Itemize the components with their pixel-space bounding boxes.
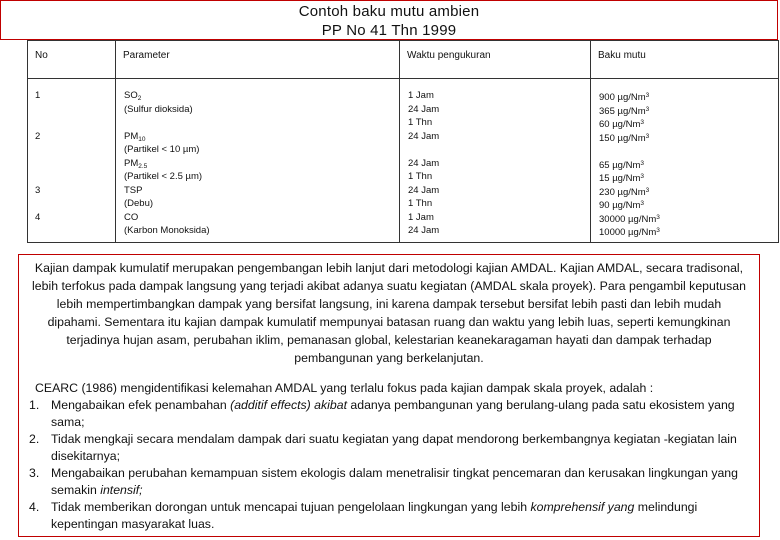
baku-cell: 65 µg/Nm$^3$ [599, 159, 645, 171]
baku-cell: 10000 µg/Nm$^3$ [599, 227, 660, 238]
baku-cell: 900 µg/Nm$^3$ [599, 92, 650, 103]
waktu-cell: 24 Jam [408, 103, 440, 115]
baku-cell: 15 µg/Nm$^3$ [599, 173, 645, 184]
waktu-cell: 24 Jam [408, 157, 440, 169]
waktu-cell: 1 Thn [408, 171, 433, 182]
page-title: Contoh baku mutu ambien [298, 3, 480, 20]
baku-cell: 150 µg/Nm$^3$ [599, 132, 650, 144]
param-so2: $SO_2$ [124, 90, 142, 102]
waktu-cell: 1 Jam [408, 90, 434, 101]
col-header-parameter: Parameter [116, 41, 400, 79]
param-co-name: (Karbon Monoksida) [124, 225, 210, 236]
col-header-waktu: Waktu pengukuran [400, 41, 591, 79]
col-header-baku: Baku mutu [591, 41, 779, 79]
baku-cell: 30000 µg/Nm$^3$ [599, 213, 660, 225]
paragraph-kumulatif: Kajian dampak kumulatif merupakan pengembangan lebih lanjut dari metodologi kajian AMDAL. Kajian AMDAL, secara tradisonal, lebih terfokus pada dampak langsung yang terjadi akibat adanya suatu kegiatan (AMDAL skala proyek). Para pengambil keputusan lebih mempertimbangkan dampak yang bersifat langsung, ini karena dampak tersebut bersifat lebih pasti dan lebih mudah dipahami. Sementara itu kajian dampak kumulatif mempunyai batasan ruang dan waktu yang lebih luas, seperti kemungkinan terjadinya hujan asam, perubahan iklim, pemanasan global, kelestarian keanekaragaman hayati dan dampak terhadap pembangunan yang berkelanjutan. [32, 261, 746, 365]
param-pm10: $PM_{10}$ [124, 130, 146, 143]
param-pm25-name: (Partikel < 2.5 µm) [124, 171, 203, 182]
ambient-standard-table [27, 40, 779, 243]
no-cell: 4 [35, 211, 41, 223]
list-item: 2. Tidak mengkaji secara mendalam dampak dari suatu kegiatan yang dapat mendorong berkembangnya kegiatan -kegiatan lain disekitarnya; [29, 432, 737, 463]
param-pm25: $PM_{2.5}$ [124, 157, 148, 170]
col-baku [591, 79, 779, 243]
page-subtitle: PP No 41 Thn 1999 [321, 22, 457, 39]
list-item: 3. Mengabaikan perubahan kemampuan sistem ekologis dalam menetralisir tingkat pencemaran dan kerusakan lingkungan yang semakin intensif; [29, 466, 738, 497]
waktu-cell: 1 Thn [408, 117, 433, 128]
title-box [0, 0, 778, 40]
col-parameter [116, 79, 400, 243]
col-header-no: No [28, 41, 116, 79]
list-item: 4. Tidak memberikan dorongan untuk mencapai tujuan pengelolaan lingkungan yang lebih komprehensif yang melindungi kepentingan masyarakat luas. [29, 500, 698, 531]
no-cell: 3 [35, 184, 41, 196]
param-co: CO [124, 211, 139, 223]
baku-cell: 365 µg/Nm$^3$ [599, 105, 650, 117]
waktu-cell: 24 Jam [408, 225, 440, 236]
table-row [28, 79, 779, 243]
waktu-cell: 1 Thn [408, 198, 433, 209]
param-tsp: TSP [124, 184, 143, 196]
weakness-list [19, 397, 759, 533]
param-tsp-name: (Debu) [124, 198, 154, 209]
waktu-cell: 24 Jam [408, 130, 440, 142]
list-item: 1. Mengabaikan efek penambahan (additif effects) akibat adanya pembangunan yang berulang-ulang pada satu ekosistem yang sama; [29, 398, 735, 429]
col-no [28, 79, 116, 243]
paragraph-cearc: CEARC (1986) mengidentifikasi kelemahan AMDAL yang terlalu fokus pada kajian dampak skala proyek, adalah : [35, 381, 654, 395]
no-cell: 1 [35, 90, 41, 101]
table-header-row [28, 41, 779, 79]
param-so2-name: (Sulfur dioksida) [124, 103, 193, 115]
param-pm10-name: (Partikel < 10 µm) [124, 144, 200, 155]
no-cell: 2 [35, 130, 41, 142]
baku-cell: 230 µg/Nm$^3$ [599, 186, 650, 198]
baku-cell: 60 µg/Nm$^3$ [599, 119, 645, 130]
waktu-cell: 24 Jam [408, 184, 440, 196]
waktu-cell: 1 Jam [408, 211, 434, 223]
col-waktu [400, 79, 591, 243]
baku-cell: 90 µg/Nm$^3$ [599, 200, 645, 211]
text-box [18, 254, 760, 537]
